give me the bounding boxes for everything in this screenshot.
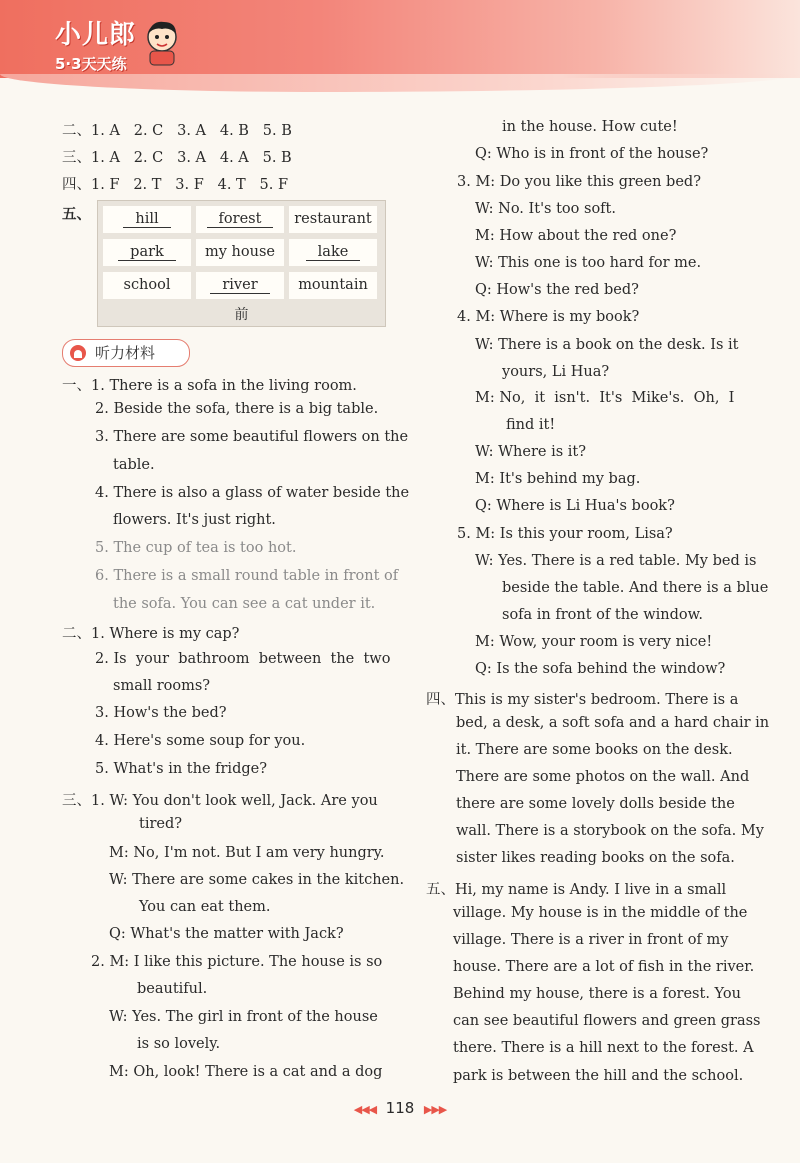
q5-cell-word: my house — [205, 244, 275, 260]
q5-cell-word: lake — [306, 244, 361, 261]
text-line: small rooms? — [113, 678, 211, 694]
text-line: the sofa. You can see a cat under it. — [113, 596, 376, 612]
text-line: 四、This is my sister's bedroom. There is a — [426, 692, 739, 708]
text-line: M: No, it isn't. It's Mike's. Oh, I — [475, 390, 735, 406]
q5-cell — [103, 239, 191, 266]
headphones-icon — [70, 345, 86, 361]
q5-number: 五、 — [62, 206, 91, 223]
text-line: there are some lovely dolls beside the — [456, 796, 735, 812]
mascot-icon — [142, 18, 182, 66]
text-line: W: This one is too hard for me. — [475, 255, 702, 271]
q5-cell — [103, 206, 191, 233]
text-line: M: Oh, look! There is a cat and a dog — [109, 1064, 383, 1080]
answer-row — [62, 146, 292, 167]
text-line: 4. There is also a glass of water beside the — [95, 485, 410, 501]
text-line: Q: What's the matter with Jack? — [109, 926, 344, 942]
text-line: village. There is a river in front of my — [453, 932, 729, 948]
text-line: M: How about the red one? — [475, 228, 677, 244]
text-line: 3. There are some beautiful flowers on the — [95, 429, 409, 445]
brand-name: 小儿郎 — [55, 20, 137, 50]
text-line: can see beautiful flowers and green grass — [453, 1013, 761, 1029]
text-line: W: There are some cakes in the kitchen. — [109, 872, 405, 888]
text-line: 4. Here's some soup for you. — [95, 733, 306, 749]
text-line: 3. M: Do you like this green bed? — [457, 174, 701, 190]
q5-cell — [196, 206, 284, 233]
text-line: flowers. It's just right. — [113, 512, 276, 528]
text-line: W: Yes. The girl in front of the house — [109, 1009, 378, 1025]
text-line: find it! — [506, 417, 556, 433]
text-line: You can eat them. — [139, 899, 271, 915]
page-number: 118 — [385, 1099, 415, 1117]
text-line: house. There are a lot of fish in the river. — [453, 959, 755, 975]
text-line: 二、1. Where is my cap? — [62, 626, 240, 642]
text-line: Q: Is the sofa behind the window? — [475, 661, 726, 677]
answer-row-number: 二、 — [62, 123, 91, 139]
text-line: Q: Who is in front of the house? — [475, 146, 709, 162]
series-name: 5·3天天练 — [55, 55, 127, 73]
text-line: 5. M: Is this your room, Lisa? — [457, 526, 673, 542]
answer-row — [62, 119, 292, 140]
text-line: 三、1. W: You don't look well, Jack. Are you — [62, 793, 378, 809]
text-line: sofa in front of the window. — [502, 607, 703, 623]
text-line: table. — [113, 457, 155, 473]
answer-row-number: 三、 — [62, 150, 91, 166]
page-footer — [0, 1099, 800, 1117]
q5-cell-word: forest — [207, 211, 274, 228]
text-line: M: No, I'm not. But I am very hungry. — [109, 845, 385, 861]
text-line: 2. M: I like this picture. The house is so — [91, 954, 383, 970]
text-line: sister likes reading books on the sofa. — [456, 850, 735, 866]
text-line: in the house. How cute! — [502, 119, 678, 135]
answer-row-text: 1. F 2. T 3. F 4. T 5. F — [91, 177, 289, 193]
section-tag — [62, 339, 190, 367]
q5-cell-word: river — [210, 277, 269, 294]
text-line: there. There is a hill next to the forest. A — [453, 1040, 754, 1056]
nav-right-arrows: ▶▶▶ — [423, 1103, 447, 1116]
text-line: park is between the hill and the school. — [453, 1068, 744, 1084]
text-line: 5. The cup of tea is too hot. — [95, 540, 297, 556]
text-line: 6. There is a small round table in front of — [95, 568, 399, 584]
text-line: wall. There is a storybook on the sofa. My — [456, 823, 764, 839]
q5-cell-word: park — [118, 244, 176, 261]
text-line: W: Yes. There is a red table. My bed is — [475, 553, 757, 569]
front-label: 前 — [234, 307, 249, 323]
text-line: beside the table. And there is a blue — [502, 580, 769, 596]
text-line: Q: Where is Li Hua's book? — [475, 498, 675, 514]
text-line: 一、1. There is a sofa in the living room. — [62, 378, 357, 394]
q5-cell — [289, 239, 377, 266]
text-line: There are some photos on the wall. And — [456, 769, 750, 785]
q5-grid — [97, 200, 386, 327]
nav-left-arrows: ◀◀◀ — [353, 1103, 377, 1116]
text-line: beautiful. — [137, 981, 208, 997]
text-line: M: It's behind my bag. — [475, 471, 641, 487]
answer-row-number: 四、 — [62, 177, 91, 193]
text-line: tired? — [139, 816, 183, 832]
text-line: 5. What's in the fridge? — [95, 761, 267, 777]
text-line: is so lovely. — [137, 1036, 221, 1052]
text-line: 五、Hi, my name is Andy. I live in a small — [426, 882, 727, 898]
text-line: W: There is a book on the desk. Is it — [475, 337, 739, 353]
section-tag-label: 听力材料 — [95, 344, 156, 362]
text-line: 4. M: Where is my book? — [457, 309, 640, 325]
answer-row-text: 1. A 2. C 3. A 4. A 5. B — [91, 150, 292, 166]
text-line: yours, Li Hua? — [502, 364, 610, 380]
brand-logo — [55, 14, 136, 74]
text-line: Q: How's the red bed? — [475, 282, 639, 298]
text-line: W: Where is it? — [475, 444, 587, 460]
q5-cell-word: hill — [123, 211, 170, 228]
q5-cell — [103, 272, 191, 299]
text-line: 2. Is your bathroom between the two — [95, 651, 391, 667]
q5-cell-word: restaurant — [294, 211, 372, 227]
text-line: W: No. It's too soft. — [475, 201, 616, 217]
answer-row-text: 1. A 2. C 3. A 4. B 5. B — [91, 123, 292, 139]
text-line: it. There are some books on the desk. — [456, 742, 733, 758]
q5-cell — [196, 272, 284, 299]
text-line: Behind my house, there is a forest. You — [453, 986, 741, 1002]
q5-cell — [289, 272, 377, 299]
answer-row — [62, 173, 288, 194]
text-line: 3. How's the bed? — [95, 705, 227, 721]
text-line: village. My house is in the middle of the — [453, 905, 748, 921]
text-line: bed, a desk, a soft sofa and a hard chair in — [456, 715, 770, 731]
q5-cell-word: mountain — [298, 277, 368, 293]
text-line: 2. Beside the sofa, there is a big table. — [95, 401, 379, 417]
text-line: M: Wow, your room is very nice! — [475, 634, 713, 650]
q5-cell — [289, 206, 377, 233]
q5-cell-word: school — [123, 277, 171, 293]
q5-cell — [196, 239, 284, 266]
